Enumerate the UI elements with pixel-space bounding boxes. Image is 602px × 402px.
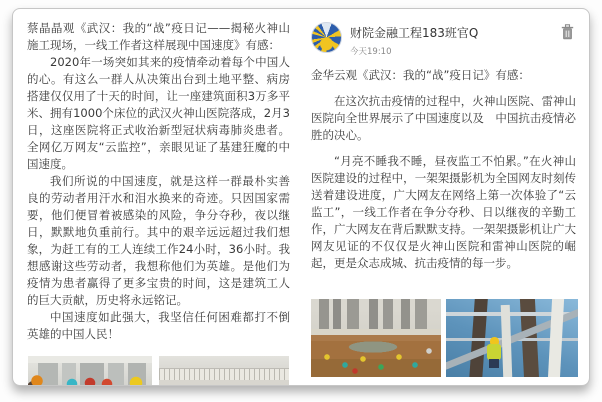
trash-icon[interactable] <box>561 24 574 40</box>
photo-hospital-panorama[interactable] <box>159 356 289 385</box>
left-essay-paragraph: 2020年一场突如其来的疫情牵动着每个中国人的心。有这么一群人从决策出台到土地平整、病房搭建仅仅用了十天的时间，让一座建筑面积3万多平米、拥有1000个床位的武汉火神山医院落成，2月3日，这座医院将正式收治新型冠状病毒肺炎患者。全网亿万网友“云监控”，亲眼见证了基建狂魔的中国速度。 <box>27 55 290 171</box>
post-header <box>311 22 576 57</box>
right-essay-paragraph: “月亮不睡我不睡，昼夜监工不怕累。”在火神山医院建设的过程中，一架架摄影机为全国网友时刻传送着建设进度，广大网友在网络上第一次体验了“云监工”，一线工作者在争分夺秒、日以继夜的辛勤工作，广大网友在背后默默支持。一架架摄影机让广大网友见证的不仅仅是火神山医院和雷神山医院的崛起，更是众志成城、抗击疫情的每一步。 <box>311 154 576 270</box>
photo-construction-site-aerial[interactable] <box>311 299 441 377</box>
post-timestamp: 今天19:10 <box>350 47 392 57</box>
left-essay-paragraph: 中国速度如此强大，我坚信任何困难都打不倒英雄的中国人民！ <box>27 310 290 341</box>
school-badge-avatar-icon[interactable] <box>311 22 342 53</box>
left-essay <box>27 20 290 343</box>
photo-workers-with-helmets[interactable] <box>28 356 152 385</box>
left-essay-title: 蔡晶晶观《武汉：我的“战”疫日记——揭秘火神山施工现场，一线工作者这样展现中国速度》有感： <box>27 21 290 52</box>
left-page <box>13 9 301 385</box>
right-page <box>301 9 589 385</box>
left-essay-paragraph: 我们所说的中国速度，就是这样一群最朴实善良的劳动者用汗水和泪水换来的奇迹。只因国家需要，他们便冒着被感染的风险，争分夺秒，夜以继日，默默地负重前行。其中的艰辛远远超过我们想象，为赶工有的工人连续工作24小时，36小时。我想感谢这些劳动者，我想称他们为英雄。是他们为疫情为患者赢得了更多宝贵的时间，这是建筑工人的巨大贡献，历史将永远铭记。 <box>27 174 290 307</box>
right-essay-paragraph: 在这次抗击疫情的过程中，火神山医院、雷神山医院向全世界展示了中国速度以及 中国抗击疫情必胜的决心。 <box>311 94 576 142</box>
photo-worker-on-steel-framework[interactable] <box>446 299 578 377</box>
right-photo-strip <box>311 299 578 377</box>
right-essay <box>311 67 576 272</box>
right-essay-title: 金华云观《武汉：我的“战”疫日记》有感： <box>311 68 530 82</box>
worker-legs <box>489 359 499 368</box>
white-panel <box>548 299 564 377</box>
post-meta <box>350 22 478 57</box>
worker-safety-vest <box>487 344 501 360</box>
left-photo-strip <box>28 356 296 385</box>
post-author-name[interactable]: 财院金融工程183班官Q <box>350 26 479 40</box>
two-page-spread <box>12 8 590 386</box>
